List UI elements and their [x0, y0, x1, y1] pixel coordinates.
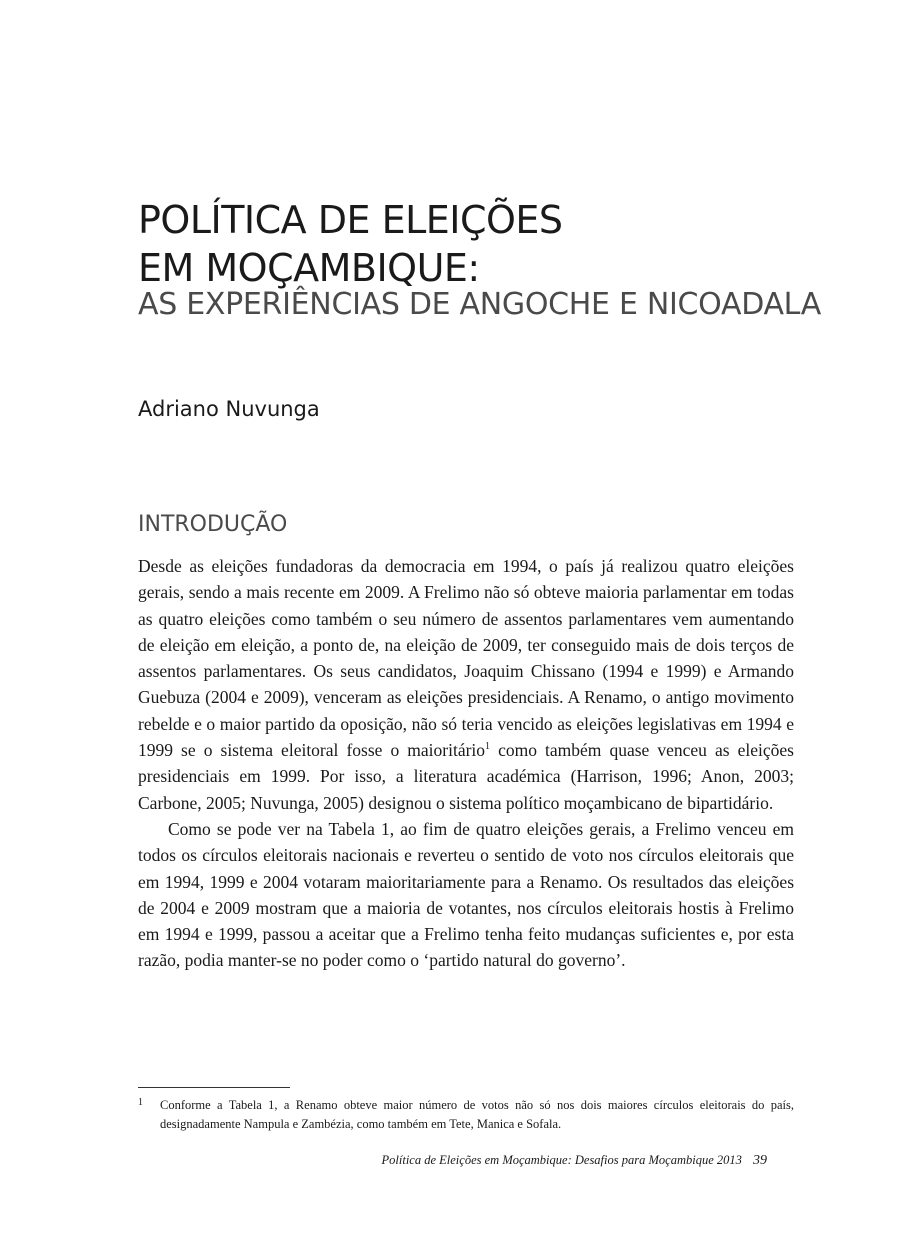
footnote-mark: 1 — [138, 1097, 143, 1108]
paragraph-2: Como se pode ver na Tabela 1, ao fim de quatro eleições gerais, a Frelimo venceu em todos os círculos eleitorais nacionais e reverteu o sentido de voto nos círculos eleitorais que em 1994, 1999 e 2004 votaram maioritariamente para a Renamo. Os resultados das eleições de 2004 e 2009 mostram que a maioria de votantes, nos círculos eleitorais hostis à Frelimo em 1994 e 1999, passou a aceitar que a Frelimo tenha feito mudanças suficientes e, por esta razão, podia manter-se no poder como o ‘partido natural do governo’. — [138, 818, 794, 971]
paragraph-1 — [138, 553, 794, 816]
chapter-title-line-2: EM MOÇAMBIQUE: — [138, 246, 480, 290]
paragraph-1-text-b: como também quase venceu as eleições presidenciais em 1999. Por isso, a literatura académica (Harrison, 1996; Anon, 2003; Carbone, 2005; Nuvunga, 2005) designou o sistema político moçambicano de bipartidário. — [138, 740, 794, 813]
footnote-reference: 1 — [485, 741, 491, 753]
chapter-title-block — [138, 196, 838, 322]
footnote-text: Conforme a Tabela 1, a Renamo obteve maior número de votos não só nos dois maiores círculos eleitorais do país, designadamente Nampula e Zambézia, como também em Tete, Manica e Sofala. — [160, 1098, 794, 1131]
footnote — [138, 1096, 794, 1133]
paragraph-1-text-a: Desde as eleições fundadoras da democracia em 1994, o país já realizou quatro eleições gerais, sendo a mais recente em 2009. A Frelimo não só obteve maioria parlamentar em todas as quatro eleições como também o seu número de assentos parlamentares vem aumentando de eleição em eleição, a ponto de, na eleição de 2009, ter conseguido mais de dois terços de assentos parlamentares. Os seus candidatos, Joaquim Chissano (1994 e 1999) e Armando Guebuza (2004 e 2009), venceram as eleições presidenciais. A Renamo, o antigo movimento rebelde e o maior partido da oposição, não só teria vencido as eleições legislativas em 1994 e 1999 se o sistema eleitoral fosse o maioritário — [138, 556, 794, 761]
running-footer-title: Política de Eleições em Moçambique: Desafios para Moçambique 2013 — [381, 1153, 742, 1167]
author-name: Adriano Nuvunga — [138, 397, 320, 421]
running-footer — [382, 1151, 767, 1170]
section-heading: INTRODUÇÃO — [138, 512, 288, 537]
chapter-subtitle: AS EXPERIÊNCIAS DE ANGOCHE E NICOADALA — [138, 287, 822, 322]
page-number: 39 — [753, 1153, 767, 1168]
chapter-title-line-1: POLÍTICA DE ELEIÇÕES — [138, 198, 563, 242]
body-text — [138, 553, 794, 974]
footnote-divider — [138, 1087, 290, 1088]
